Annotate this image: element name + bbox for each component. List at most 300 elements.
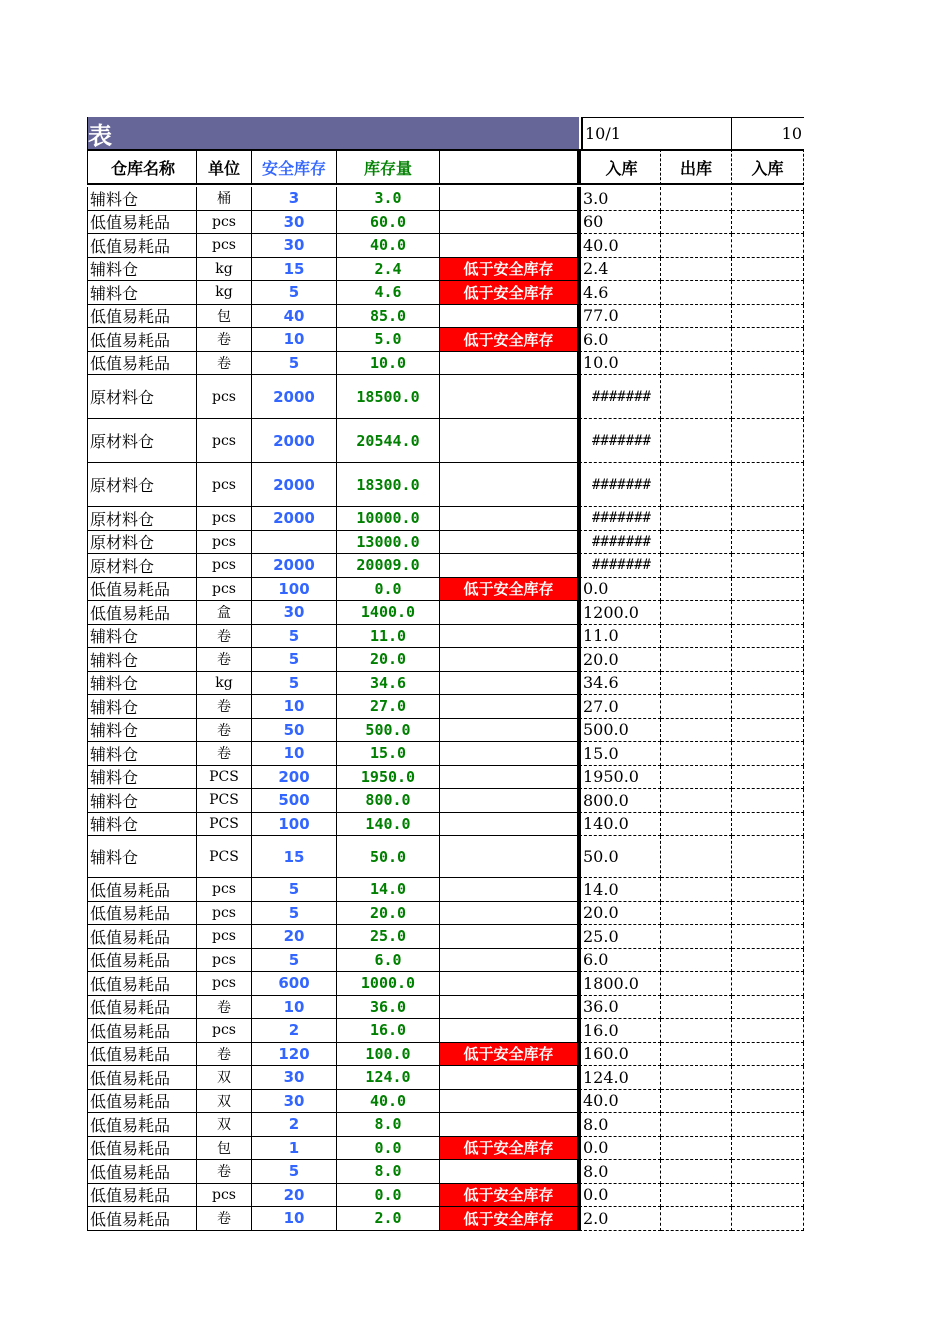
cell-name[interactable]: 低值易耗品	[87, 1066, 197, 1090]
cell-out[interactable]	[661, 463, 732, 507]
cell-in2[interactable]	[732, 234, 804, 258]
cell-out[interactable]	[661, 648, 732, 672]
cell-in[interactable]: 1950.0	[579, 766, 661, 790]
cell-warn[interactable]	[440, 695, 579, 719]
cell-in[interactable]: 20.0	[579, 648, 661, 672]
cell-in[interactable]: 0.0	[579, 1184, 661, 1208]
cell-unit[interactable]: 卷	[197, 1160, 252, 1184]
cell-warn[interactable]	[440, 187, 579, 211]
cell-warn[interactable]: 低于安全库存	[440, 1184, 579, 1208]
cell-safety[interactable]: 30	[252, 601, 337, 625]
cell-unit[interactable]: pcs	[197, 507, 252, 531]
cell-safety[interactable]: 500	[252, 789, 337, 813]
cell-in2[interactable]	[732, 813, 804, 837]
cell-in2[interactable]	[732, 419, 804, 463]
cell-name[interactable]: 原材料仓	[87, 554, 197, 578]
cell-name[interactable]: 原材料仓	[87, 531, 197, 555]
cell-safety[interactable]: 10	[252, 996, 337, 1020]
cell-name[interactable]: 低值易耗品	[87, 972, 197, 996]
cell-name[interactable]: 低值易耗品	[87, 352, 197, 376]
header-name[interactable]: 仓库名称	[87, 149, 197, 185]
cell-warn[interactable]	[440, 507, 579, 531]
cell-in2[interactable]	[732, 672, 804, 696]
cell-in2[interactable]	[732, 996, 804, 1020]
cell-in2[interactable]	[732, 375, 804, 419]
cell-stock[interactable]: 500.0	[337, 719, 440, 743]
cell-in2[interactable]	[732, 625, 804, 649]
cell-in2[interactable]	[732, 328, 804, 352]
cell-unit[interactable]: 卷	[197, 996, 252, 1020]
cell-in[interactable]: 16.0	[579, 1019, 661, 1043]
cell-out[interactable]	[661, 352, 732, 376]
cell-stock[interactable]: 0.0	[337, 1137, 440, 1161]
cell-in[interactable]: 4.6	[579, 281, 661, 305]
cell-name[interactable]: 低值易耗品	[87, 949, 197, 973]
cell-safety[interactable]: 5	[252, 878, 337, 902]
cell-unit[interactable]: 卷	[197, 352, 252, 376]
cell-name[interactable]: 低值易耗品	[87, 996, 197, 1020]
cell-in[interactable]: #######	[579, 554, 661, 578]
cell-stock[interactable]: 2.4	[337, 258, 440, 282]
cell-warn[interactable]	[440, 996, 579, 1020]
cell-in2[interactable]	[732, 1184, 804, 1208]
header-in2[interactable]: 入库	[732, 149, 804, 185]
cell-in2[interactable]	[732, 695, 804, 719]
cell-stock[interactable]: 20009.0	[337, 554, 440, 578]
cell-safety[interactable]: 10	[252, 1207, 337, 1231]
cell-in[interactable]: 0.0	[579, 578, 661, 602]
cell-safety[interactable]: 5	[252, 949, 337, 973]
cell-stock[interactable]: 36.0	[337, 996, 440, 1020]
cell-out[interactable]	[661, 234, 732, 258]
cell-name[interactable]: 低值易耗品	[87, 578, 197, 602]
cell-unit[interactable]: PCS	[197, 836, 252, 878]
cell-warn[interactable]	[440, 1019, 579, 1043]
cell-out[interactable]	[661, 695, 732, 719]
cell-name[interactable]: 原材料仓	[87, 375, 197, 419]
cell-out[interactable]	[661, 187, 732, 211]
header-safety[interactable]: 安全库存	[252, 149, 337, 185]
cell-unit[interactable]: 卷	[197, 648, 252, 672]
cell-name[interactable]: 低值易耗品	[87, 211, 197, 235]
cell-out[interactable]	[661, 554, 732, 578]
date-cell-1[interactable]: 10/1	[581, 117, 732, 149]
cell-unit[interactable]: 双	[197, 1066, 252, 1090]
cell-safety[interactable]: 1	[252, 1137, 337, 1161]
cell-unit[interactable]: pcs	[197, 419, 252, 463]
cell-unit[interactable]: pcs	[197, 463, 252, 507]
cell-out[interactable]	[661, 902, 732, 926]
cell-warn[interactable]	[440, 789, 579, 813]
cell-in[interactable]: 36.0	[579, 996, 661, 1020]
cell-unit[interactable]: 卷	[197, 625, 252, 649]
cell-stock[interactable]: 40.0	[337, 1090, 440, 1114]
cell-in2[interactable]	[732, 1066, 804, 1090]
cell-out[interactable]	[661, 719, 732, 743]
cell-name[interactable]: 低值易耗品	[87, 1019, 197, 1043]
cell-in[interactable]: 0.0	[579, 1137, 661, 1161]
cell-warn[interactable]	[440, 719, 579, 743]
cell-in[interactable]: 10.0	[579, 352, 661, 376]
cell-out[interactable]	[661, 1160, 732, 1184]
cell-in2[interactable]	[732, 742, 804, 766]
cell-unit[interactable]: 双	[197, 1113, 252, 1137]
cell-safety[interactable]: 5	[252, 902, 337, 926]
cell-unit[interactable]: pcs	[197, 878, 252, 902]
cell-stock[interactable]: 10.0	[337, 352, 440, 376]
cell-in2[interactable]	[732, 1090, 804, 1114]
cell-warn[interactable]	[440, 1090, 579, 1114]
cell-warn[interactable]	[440, 878, 579, 902]
cell-out[interactable]	[661, 1184, 732, 1208]
cell-warn[interactable]: 低于安全库存	[440, 328, 579, 352]
cell-warn[interactable]	[440, 625, 579, 649]
cell-unit[interactable]: pcs	[197, 902, 252, 926]
cell-safety[interactable]: 5	[252, 625, 337, 649]
cell-in[interactable]: 6.0	[579, 949, 661, 973]
cell-warn[interactable]	[440, 1113, 579, 1137]
cell-in[interactable]: 27.0	[579, 695, 661, 719]
cell-warn[interactable]	[440, 949, 579, 973]
cell-warn[interactable]	[440, 902, 579, 926]
cell-name[interactable]: 辅料仓	[87, 789, 197, 813]
cell-stock[interactable]: 100.0	[337, 1043, 440, 1067]
cell-unit[interactable]: 卷	[197, 742, 252, 766]
cell-in2[interactable]	[732, 1113, 804, 1137]
cell-warn[interactable]	[440, 375, 579, 419]
cell-stock[interactable]: 1950.0	[337, 766, 440, 790]
cell-warn[interactable]: 低于安全库存	[440, 1043, 579, 1067]
cell-unit[interactable]: pcs	[197, 578, 252, 602]
cell-safety[interactable]: 5	[252, 1160, 337, 1184]
cell-in[interactable]: #######	[579, 375, 661, 419]
cell-name[interactable]: 低值易耗品	[87, 1207, 197, 1231]
cell-safety[interactable]	[252, 531, 337, 555]
cell-unit[interactable]: pcs	[197, 234, 252, 258]
cell-safety[interactable]: 120	[252, 1043, 337, 1067]
cell-unit[interactable]: pcs	[197, 1019, 252, 1043]
cell-out[interactable]	[661, 925, 732, 949]
cell-out[interactable]	[661, 813, 732, 837]
cell-name[interactable]: 低值易耗品	[87, 1137, 197, 1161]
cell-in2[interactable]	[732, 258, 804, 282]
cell-in[interactable]: 3.0	[579, 187, 661, 211]
cell-out[interactable]	[661, 1137, 732, 1161]
cell-warn[interactable]	[440, 601, 579, 625]
cell-name[interactable]: 辅料仓	[87, 836, 197, 878]
cell-out[interactable]	[661, 1043, 732, 1067]
cell-safety[interactable]: 20	[252, 1184, 337, 1208]
cell-warn[interactable]	[440, 463, 579, 507]
cell-name[interactable]: 低值易耗品	[87, 1184, 197, 1208]
cell-safety[interactable]: 2000	[252, 507, 337, 531]
cell-out[interactable]	[661, 305, 732, 329]
cell-name[interactable]: 原材料仓	[87, 507, 197, 531]
cell-stock[interactable]: 10000.0	[337, 507, 440, 531]
cell-in2[interactable]	[732, 281, 804, 305]
cell-warn[interactable]: 低于安全库存	[440, 281, 579, 305]
cell-out[interactable]	[661, 375, 732, 419]
cell-unit[interactable]: 包	[197, 1137, 252, 1161]
cell-in[interactable]: 34.6	[579, 672, 661, 696]
cell-in[interactable]: 77.0	[579, 305, 661, 329]
cell-in2[interactable]	[732, 211, 804, 235]
cell-name[interactable]: 辅料仓	[87, 187, 197, 211]
cell-name[interactable]: 辅料仓	[87, 813, 197, 837]
cell-name[interactable]: 原材料仓	[87, 419, 197, 463]
cell-warn[interactable]	[440, 554, 579, 578]
cell-unit[interactable]: 卷	[197, 695, 252, 719]
cell-safety[interactable]: 2000	[252, 375, 337, 419]
cell-warn[interactable]	[440, 531, 579, 555]
cell-stock[interactable]: 18300.0	[337, 463, 440, 507]
cell-in[interactable]: 25.0	[579, 925, 661, 949]
cell-in2[interactable]	[732, 972, 804, 996]
cell-name[interactable]: 辅料仓	[87, 672, 197, 696]
cell-name[interactable]: 低值易耗品	[87, 601, 197, 625]
cell-out[interactable]	[661, 578, 732, 602]
cell-unit[interactable]: 桶	[197, 187, 252, 211]
cell-in2[interactable]	[732, 352, 804, 376]
cell-in2[interactable]	[732, 789, 804, 813]
cell-in2[interactable]	[732, 463, 804, 507]
cell-unit[interactable]: pcs	[197, 925, 252, 949]
cell-in[interactable]: #######	[579, 507, 661, 531]
header-warn[interactable]	[440, 149, 579, 185]
cell-name[interactable]: 原材料仓	[87, 463, 197, 507]
cell-in2[interactable]	[732, 601, 804, 625]
cell-stock[interactable]: 25.0	[337, 925, 440, 949]
cell-unit[interactable]: pcs	[197, 531, 252, 555]
cell-unit[interactable]: 卷	[197, 1207, 252, 1231]
cell-warn[interactable]	[440, 766, 579, 790]
cell-in2[interactable]	[732, 1137, 804, 1161]
cell-name[interactable]: 低值易耗品	[87, 328, 197, 352]
cell-stock[interactable]: 800.0	[337, 789, 440, 813]
cell-name[interactable]: 辅料仓	[87, 695, 197, 719]
cell-stock[interactable]: 20.0	[337, 902, 440, 926]
cell-name[interactable]: 低值易耗品	[87, 305, 197, 329]
cell-safety[interactable]: 5	[252, 281, 337, 305]
cell-out[interactable]	[661, 258, 732, 282]
cell-unit[interactable]: pcs	[197, 211, 252, 235]
cell-stock[interactable]: 27.0	[337, 695, 440, 719]
cell-warn[interactable]	[440, 925, 579, 949]
cell-out[interactable]	[661, 531, 732, 555]
cell-name[interactable]: 低值易耗品	[87, 925, 197, 949]
cell-unit[interactable]: 盒	[197, 601, 252, 625]
cell-warn[interactable]	[440, 1160, 579, 1184]
cell-unit[interactable]: 双	[197, 1090, 252, 1114]
cell-in2[interactable]	[732, 949, 804, 973]
cell-unit[interactable]: pcs	[197, 1184, 252, 1208]
cell-unit[interactable]: 卷	[197, 719, 252, 743]
cell-name[interactable]: 低值易耗品	[87, 878, 197, 902]
cell-safety[interactable]: 50	[252, 719, 337, 743]
cell-unit[interactable]: pcs	[197, 554, 252, 578]
cell-warn[interactable]	[440, 211, 579, 235]
cell-stock[interactable]: 1000.0	[337, 972, 440, 996]
cell-out[interactable]	[661, 1113, 732, 1137]
cell-warn[interactable]: 低于安全库存	[440, 1137, 579, 1161]
cell-safety[interactable]: 10	[252, 328, 337, 352]
cell-in[interactable]: 8.0	[579, 1160, 661, 1184]
cell-unit[interactable]: PCS	[197, 766, 252, 790]
cell-warn[interactable]	[440, 836, 579, 878]
cell-unit[interactable]: kg	[197, 258, 252, 282]
header-in[interactable]: 入库	[579, 149, 661, 185]
cell-safety[interactable]: 10	[252, 742, 337, 766]
cell-in[interactable]: 1200.0	[579, 601, 661, 625]
cell-in[interactable]: 40.0	[579, 234, 661, 258]
cell-in2[interactable]	[732, 648, 804, 672]
cell-name[interactable]: 低值易耗品	[87, 1113, 197, 1137]
cell-unit[interactable]: PCS	[197, 813, 252, 837]
cell-unit[interactable]: kg	[197, 281, 252, 305]
cell-name[interactable]: 低值易耗品	[87, 902, 197, 926]
cell-stock[interactable]: 60.0	[337, 211, 440, 235]
cell-in2[interactable]	[732, 1019, 804, 1043]
cell-out[interactable]	[661, 601, 732, 625]
cell-stock[interactable]: 20544.0	[337, 419, 440, 463]
cell-warn[interactable]: 低于安全库存	[440, 1207, 579, 1231]
header-out[interactable]: 出库	[661, 149, 732, 185]
cell-safety[interactable]: 30	[252, 1090, 337, 1114]
cell-safety[interactable]: 30	[252, 234, 337, 258]
cell-in[interactable]: #######	[579, 419, 661, 463]
cell-safety[interactable]: 200	[252, 766, 337, 790]
cell-in2[interactable]	[732, 554, 804, 578]
cell-in2[interactable]	[732, 507, 804, 531]
cell-in[interactable]: #######	[579, 531, 661, 555]
cell-out[interactable]	[661, 672, 732, 696]
cell-in[interactable]: 500.0	[579, 719, 661, 743]
cell-in2[interactable]	[732, 766, 804, 790]
cell-out[interactable]	[661, 1207, 732, 1231]
cell-name[interactable]: 辅料仓	[87, 258, 197, 282]
cell-stock[interactable]: 8.0	[337, 1113, 440, 1137]
cell-warn[interactable]	[440, 1066, 579, 1090]
cell-out[interactable]	[661, 328, 732, 352]
cell-in[interactable]: 20.0	[579, 902, 661, 926]
cell-stock[interactable]: 2.0	[337, 1207, 440, 1231]
cell-in2[interactable]	[732, 1207, 804, 1231]
cell-out[interactable]	[661, 1090, 732, 1114]
date-cell-2[interactable]: 10	[732, 117, 804, 149]
cell-in2[interactable]	[732, 719, 804, 743]
cell-safety[interactable]: 100	[252, 813, 337, 837]
cell-name[interactable]: 辅料仓	[87, 625, 197, 649]
cell-unit[interactable]: PCS	[197, 789, 252, 813]
cell-in[interactable]: 11.0	[579, 625, 661, 649]
cell-in2[interactable]	[732, 836, 804, 878]
cell-stock[interactable]: 15.0	[337, 742, 440, 766]
cell-safety[interactable]: 5	[252, 648, 337, 672]
cell-warn[interactable]	[440, 234, 579, 258]
cell-in2[interactable]	[732, 1043, 804, 1067]
cell-safety[interactable]: 2000	[252, 554, 337, 578]
cell-out[interactable]	[661, 507, 732, 531]
cell-in[interactable]: 14.0	[579, 878, 661, 902]
cell-out[interactable]	[661, 625, 732, 649]
cell-stock[interactable]: 8.0	[337, 1160, 440, 1184]
cell-in[interactable]: 2.4	[579, 258, 661, 282]
cell-warn[interactable]	[440, 972, 579, 996]
cell-in[interactable]: 50.0	[579, 836, 661, 878]
cell-stock[interactable]: 4.6	[337, 281, 440, 305]
cell-stock[interactable]: 6.0	[337, 949, 440, 973]
cell-in[interactable]: 140.0	[579, 813, 661, 837]
cell-unit[interactable]: pcs	[197, 375, 252, 419]
cell-out[interactable]	[661, 1066, 732, 1090]
cell-unit[interactable]: pcs	[197, 972, 252, 996]
cell-safety[interactable]: 3	[252, 187, 337, 211]
cell-name[interactable]: 辅料仓	[87, 742, 197, 766]
cell-stock[interactable]: 40.0	[337, 234, 440, 258]
cell-out[interactable]	[661, 996, 732, 1020]
cell-safety[interactable]: 20	[252, 925, 337, 949]
cell-in2[interactable]	[732, 878, 804, 902]
cell-out[interactable]	[661, 742, 732, 766]
cell-in[interactable]: 60	[579, 211, 661, 235]
cell-in[interactable]: 8.0	[579, 1113, 661, 1137]
cell-stock[interactable]: 13000.0	[337, 531, 440, 555]
cell-safety[interactable]: 40	[252, 305, 337, 329]
cell-safety[interactable]: 5	[252, 672, 337, 696]
header-stock[interactable]: 库存量	[337, 149, 440, 185]
cell-out[interactable]	[661, 789, 732, 813]
cell-name[interactable]: 辅料仓	[87, 648, 197, 672]
cell-out[interactable]	[661, 972, 732, 996]
cell-in[interactable]: 6.0	[579, 328, 661, 352]
cell-unit[interactable]: 包	[197, 305, 252, 329]
cell-stock[interactable]: 3.0	[337, 187, 440, 211]
cell-stock[interactable]: 0.0	[337, 1184, 440, 1208]
cell-stock[interactable]: 11.0	[337, 625, 440, 649]
cell-stock[interactable]: 124.0	[337, 1066, 440, 1090]
cell-in[interactable]: 40.0	[579, 1090, 661, 1114]
cell-safety[interactable]: 2	[252, 1113, 337, 1137]
cell-warn[interactable]	[440, 813, 579, 837]
cell-stock[interactable]: 1400.0	[337, 601, 440, 625]
cell-warn[interactable]: 低于安全库存	[440, 578, 579, 602]
cell-in2[interactable]	[732, 1160, 804, 1184]
cell-unit[interactable]: kg	[197, 672, 252, 696]
cell-unit[interactable]: 卷	[197, 328, 252, 352]
cell-warn[interactable]	[440, 352, 579, 376]
cell-in[interactable]: #######	[579, 463, 661, 507]
cell-warn[interactable]	[440, 419, 579, 463]
cell-safety[interactable]: 2	[252, 1019, 337, 1043]
cell-safety[interactable]: 10	[252, 695, 337, 719]
cell-stock[interactable]: 16.0	[337, 1019, 440, 1043]
cell-name[interactable]: 辅料仓	[87, 719, 197, 743]
cell-name[interactable]: 低值易耗品	[87, 234, 197, 258]
cell-out[interactable]	[661, 836, 732, 878]
header-unit[interactable]: 单位	[197, 149, 252, 185]
cell-safety[interactable]: 2000	[252, 463, 337, 507]
cell-name[interactable]: 低值易耗品	[87, 1160, 197, 1184]
cell-warn[interactable]	[440, 305, 579, 329]
cell-in[interactable]: 15.0	[579, 742, 661, 766]
cell-warn[interactable]	[440, 742, 579, 766]
cell-unit[interactable]: 卷	[197, 1043, 252, 1067]
cell-out[interactable]	[661, 1019, 732, 1043]
cell-name[interactable]: 低值易耗品	[87, 1043, 197, 1067]
cell-warn[interactable]	[440, 648, 579, 672]
cell-unit[interactable]: pcs	[197, 949, 252, 973]
cell-in2[interactable]	[732, 187, 804, 211]
